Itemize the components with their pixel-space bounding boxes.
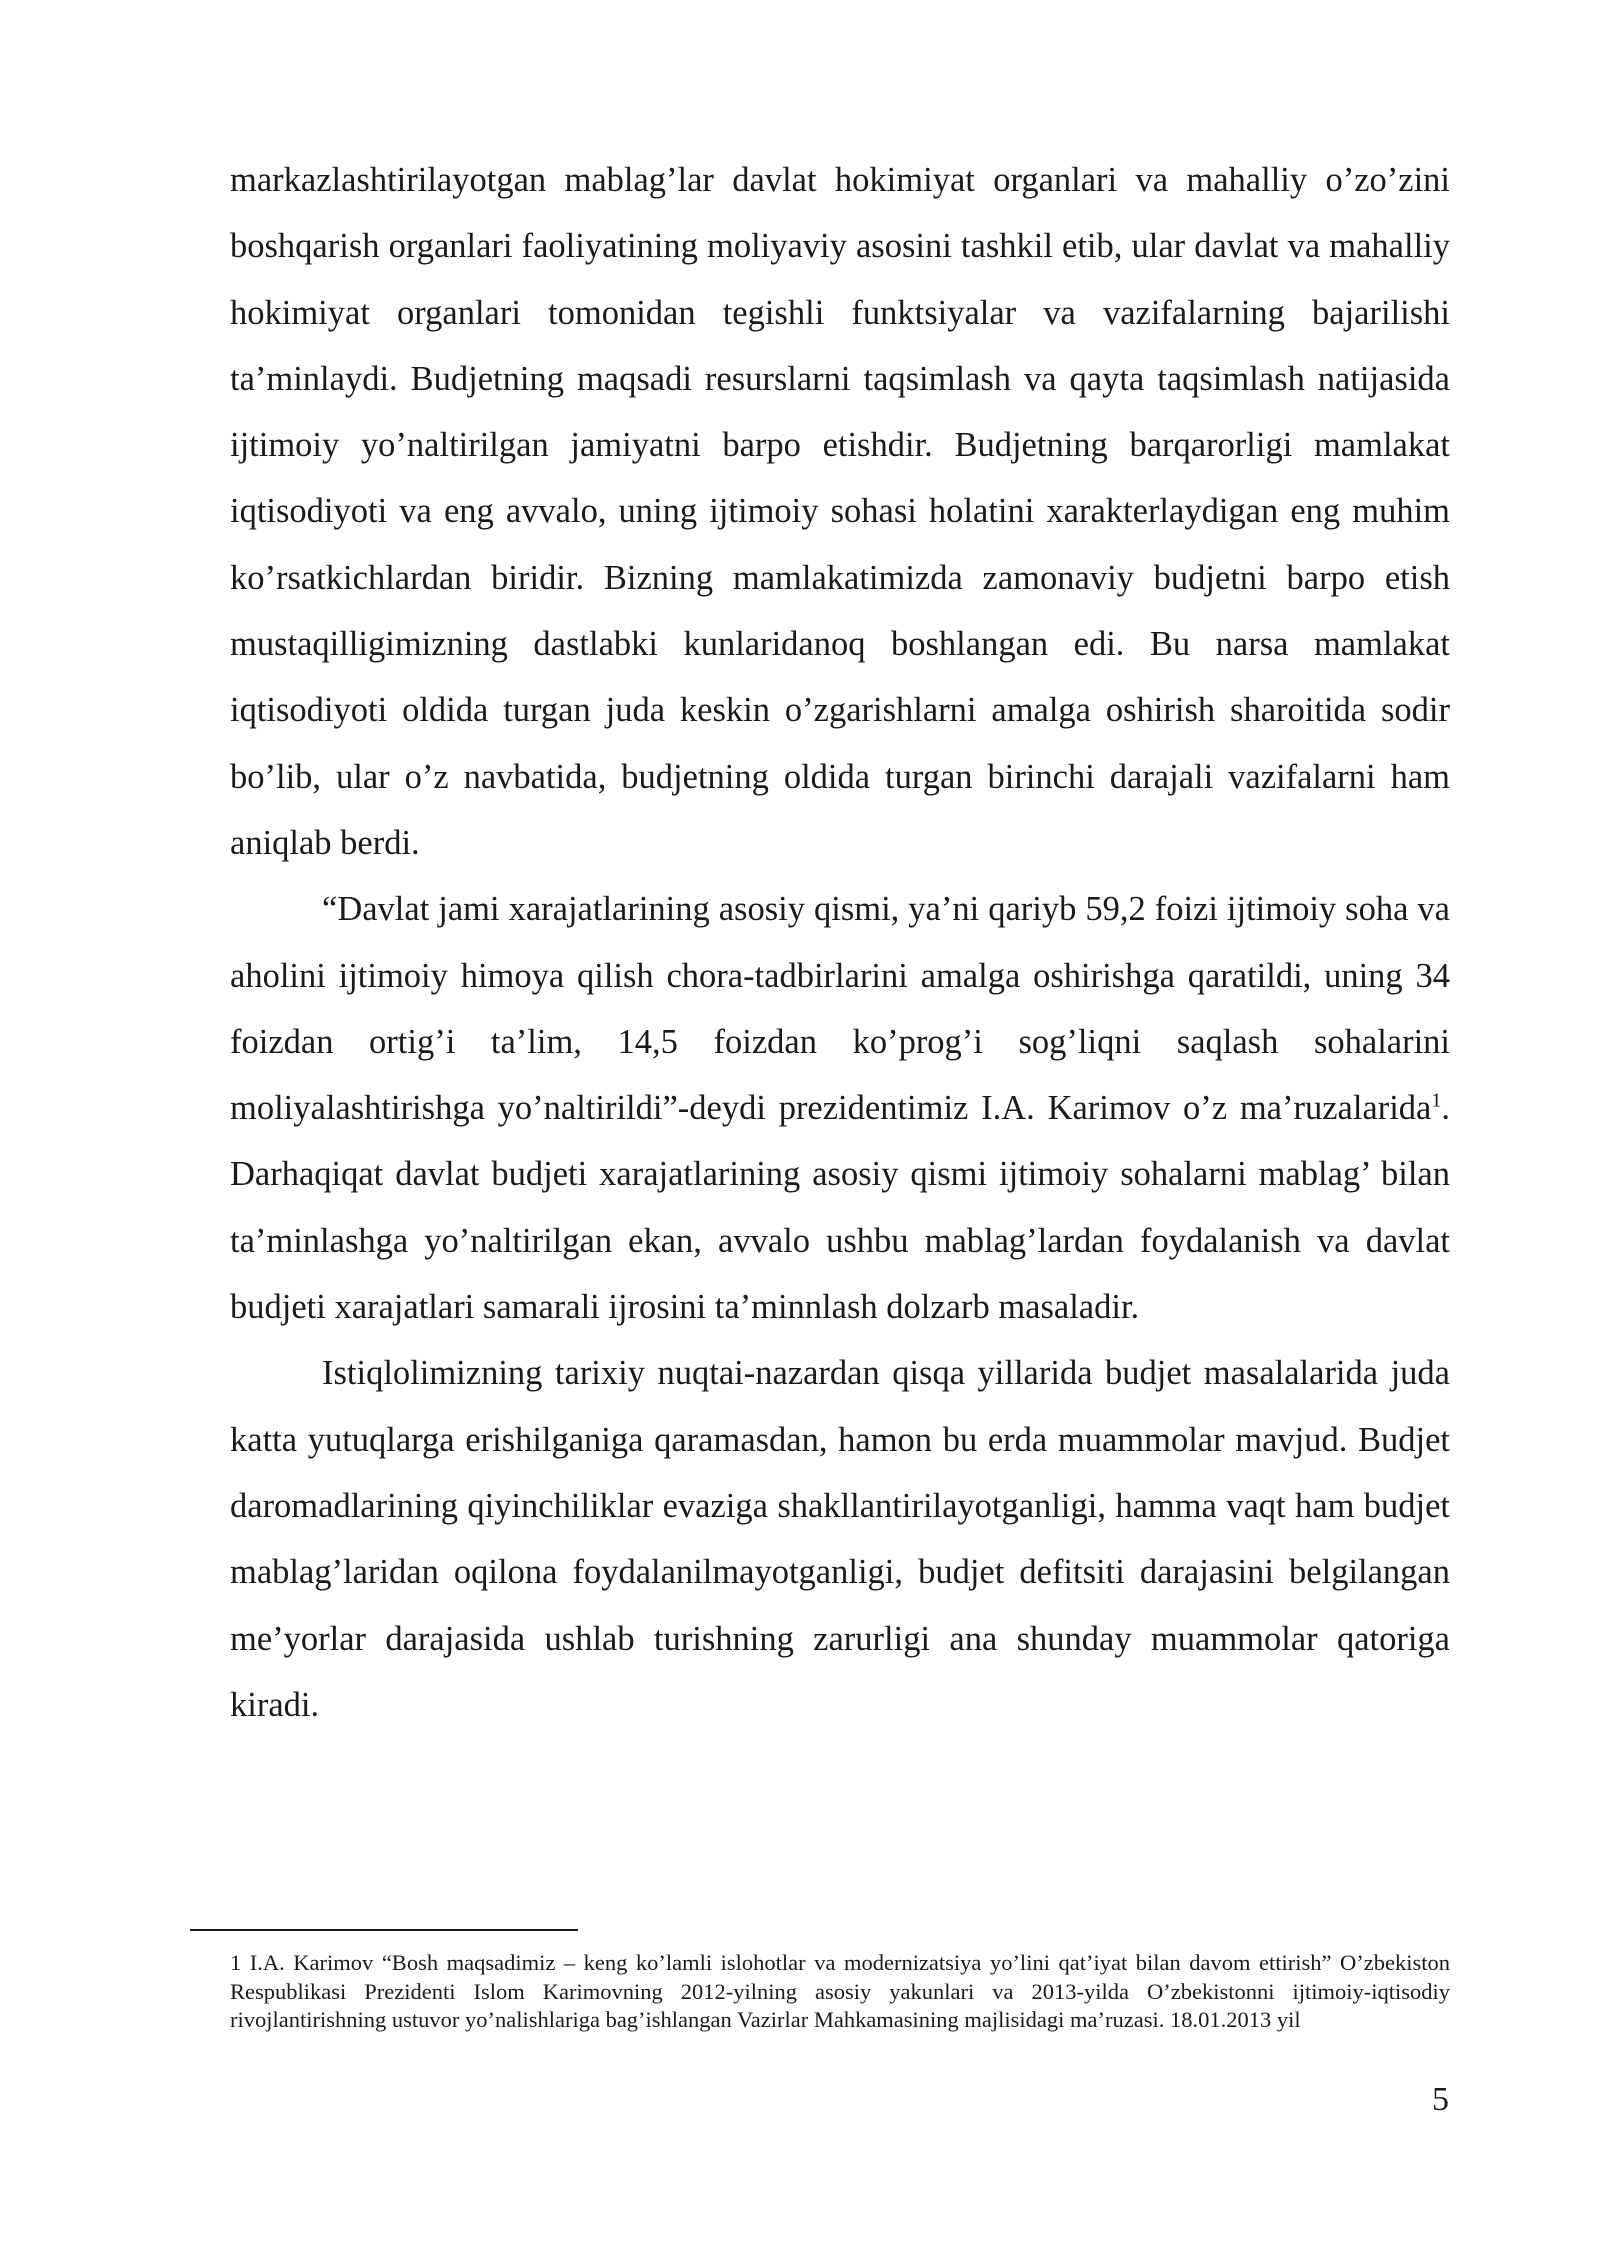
footnote-text: 1 I.A. Karimov “Bosh maqsadimiz – keng ko’lamli islohotlar va modernizatsiya yo’lini qat’iyat bilan davom ettirish” O’zbekiston Respublikasi Prezidenti Islom Karimovning 2012-yilning asosiy yakunlari va 2013-yilda O’zbekistonni ijtimoiy-iqtisodiy rivojlantirishning ustuvor yo’nalishlariga bag’ishlangan Vazirlar Mahkamasining majlisidagi ma’ruzasi. 18.01.2013 yil: [230, 1950, 1450, 2032]
body-text: [230, 147, 1450, 1738]
paragraph-3: [230, 1340, 1450, 1738]
footnote-reference[interactable]: 1: [1431, 1089, 1442, 1112]
page-number: 5: [1432, 2081, 1449, 2118]
paragraph-1-text: markazlashtirilayotgan mablag’lar davlat hokimiyat organlari va mahalliy o’zo’zini boshqarish organlari faoliyatining moliyaviy asosini tashkil etib, ular davlat va mahalliy hokimiyat organlari tomonidan tegishli funktsiyalar va vazifalarning bajarilishi ta’minlaydi. Budjetning maqsadi resurslarni taqsimlash va qayta taqsimlash natijasida ijtimoiy yo’naltirilgan jamiyatni barpo etishdir. Budjetning barqarorligi mamlakat iqtisodiyoti va eng avvalo, uning ijtimoiy sohasi holatini xarakterlaydigan eng muhim ko’rsatkichlardan biridir. Bizning mamlakatimizda zamonaviy budjetni barpo etish mustaqilligimizning dastlabki kunlaridanoq boshlangan edi. Bu narsa mamlakat iqtisodiyoti oldida turgan juda keskin o’zgarishlarni amalga oshirish sharoitida sodir bo’lib, ular o’z navbatida, budjetning oldida turgan birinchi darajali vazifalarni ham aniqlab berdi.: [230, 161, 1450, 862]
paragraph-2-text-before: “Davlat jami xarajatlarining asosiy qismi, ya’ni qariyb 59,2 foizi ijtimoiy soha va aholini ijtimoiy himoya qilish chora-tadbirlarini amalga oshirishga qaratildi, uning 34 foizdan ortig’i ta’lim, 14,5 foizdan ko’prog’i sog’liqni saqlash sohalarini moliyalashtirishga yo’naltirildi”-deydi prezidentimiz I.A. Karimov o’z ma’ruzalarida: [230, 890, 1450, 1128]
paragraph-3-text: Istiqlolimizning tarixiy nuqtai-nazardan qisqa yillarida budjet masalalarida juda katta yutuqlarga erishilganiga qaramasdan, hamon bu erda muammolar mavjud. Budjet daromadlarining qiyinchiliklar evaziga shakllantirilayotganligi, hamma vaqt ham budjet mablag’laridan oqilona foydalanilmayotganligi, budjet defitsiti darajasini belgilangan me’yorlar darajasida ushlab turishning zarurligi ana shunday muammolar qatoriga kiradi.: [230, 1354, 1450, 1724]
paragraph-1: [230, 147, 1450, 876]
footnote-separator: [190, 1929, 578, 1931]
paragraph-2-text-after: . Darhaqiqat davlat budjeti xarajatlarining asosiy qismi ijtimoiy sohalarni mablag’ bilan ta’minlashga yo’naltirilgan ekan, avvalo ushbu mablag’lardan foydalanish va davlat budjeti xarajatlari samarali ijrosini ta’minnlash dolzarb masaladir.: [230, 1089, 1450, 1327]
paragraph-2: [230, 876, 1450, 1340]
